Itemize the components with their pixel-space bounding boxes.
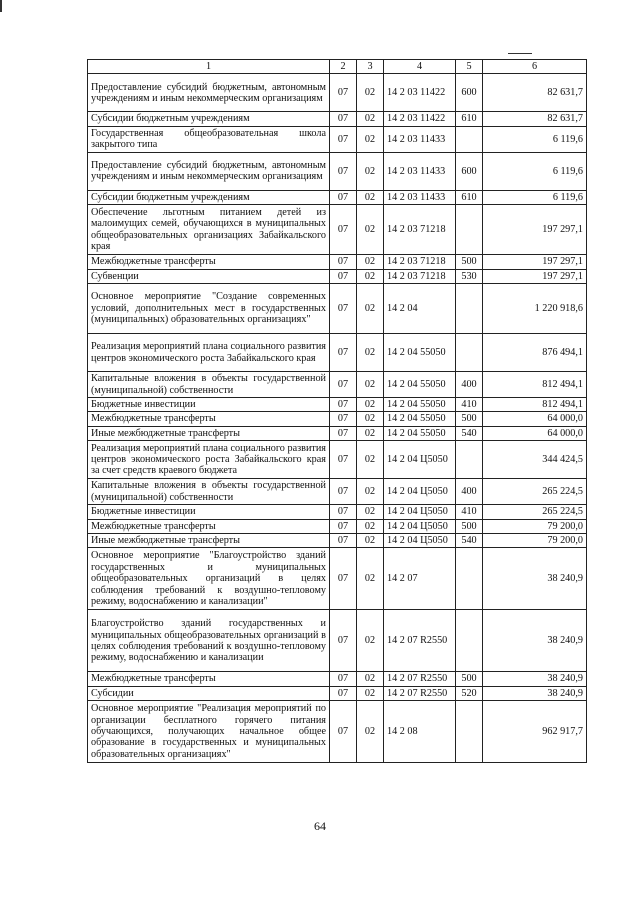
scan-artifact-top-left <box>0 0 2 12</box>
row-name: Межбюджетные трансферты <box>88 412 330 426</box>
row-target-code: 14 2 03 71218 <box>384 269 456 283</box>
header-col-6: 6 <box>483 60 587 74</box>
row-section: 07 <box>330 479 357 505</box>
row-amount: 812 494,1 <box>483 398 587 412</box>
row-target-code: 14 2 04 <box>384 284 456 334</box>
row-section: 07 <box>330 534 357 548</box>
row-amount: 6 119,6 <box>483 126 587 152</box>
row-target-code: 14 2 03 11433 <box>384 190 456 204</box>
row-amount: 38 240,9 <box>483 672 587 686</box>
header-col-4: 4 <box>384 60 456 74</box>
row-subsection: 02 <box>357 190 384 204</box>
row-expense-type <box>456 610 483 672</box>
table-row <box>88 672 587 686</box>
row-name: Бюджетные инвестиции <box>88 398 330 412</box>
table-row <box>88 269 587 283</box>
row-expense-type: 540 <box>456 534 483 548</box>
row-section: 07 <box>330 519 357 533</box>
row-expense-type <box>456 205 483 255</box>
table-row <box>88 441 587 479</box>
row-expense-type: 410 <box>456 505 483 519</box>
row-name: Субсидии <box>88 686 330 700</box>
row-section: 07 <box>330 205 357 255</box>
row-section: 07 <box>330 426 357 440</box>
table-row <box>88 534 587 548</box>
row-section: 07 <box>330 441 357 479</box>
table-row <box>88 505 587 519</box>
row-amount: 64 000,0 <box>483 412 587 426</box>
table-row <box>88 701 587 763</box>
row-section: 07 <box>330 190 357 204</box>
row-expense-type <box>456 548 483 610</box>
row-section: 07 <box>330 74 357 112</box>
row-name: Межбюджетные трансферты <box>88 672 330 686</box>
row-section: 07 <box>330 701 357 763</box>
table-row <box>88 74 587 112</box>
row-subsection: 02 <box>357 519 384 533</box>
row-target-code: 14 2 04 Ц5050 <box>384 441 456 479</box>
row-section: 07 <box>330 686 357 700</box>
row-amount: 197 297,1 <box>483 205 587 255</box>
row-name: Межбюджетные трансферты <box>88 519 330 533</box>
row-target-code: 14 2 07 R2550 <box>384 610 456 672</box>
budget-table-body <box>88 60 587 763</box>
row-subsection: 02 <box>357 334 384 372</box>
row-target-code: 14 2 04 Ц5050 <box>384 505 456 519</box>
row-section: 07 <box>330 505 357 519</box>
row-expense-type <box>456 334 483 372</box>
budget-table <box>87 59 587 763</box>
scan-artifact-top-right <box>508 53 532 54</box>
row-subsection: 02 <box>357 255 384 269</box>
row-name: Предоставление субсидий бюджетным, автономным учреждениям и иным некоммерческим организациям <box>88 74 330 112</box>
row-expense-type <box>456 701 483 763</box>
row-name: Субвенции <box>88 269 330 283</box>
row-subsection: 02 <box>357 205 384 255</box>
row-subsection: 02 <box>357 372 384 398</box>
row-subsection: 02 <box>357 412 384 426</box>
row-subsection: 02 <box>357 686 384 700</box>
row-section: 07 <box>330 412 357 426</box>
row-subsection: 02 <box>357 426 384 440</box>
row-section: 07 <box>330 152 357 190</box>
row-name: Иные межбюджетные трансферты <box>88 534 330 548</box>
row-target-code: 14 2 03 11433 <box>384 126 456 152</box>
row-expense-type <box>456 441 483 479</box>
row-amount: 79 200,0 <box>483 534 587 548</box>
table-row <box>88 412 587 426</box>
row-target-code: 14 2 03 71218 <box>384 255 456 269</box>
row-subsection: 02 <box>357 74 384 112</box>
table-row <box>88 126 587 152</box>
row-amount: 876 494,1 <box>483 334 587 372</box>
row-amount: 6 119,6 <box>483 190 587 204</box>
row-expense-type: 610 <box>456 112 483 126</box>
row-amount: 82 631,7 <box>483 74 587 112</box>
row-name: Субсидии бюджетным учреждениям <box>88 190 330 204</box>
row-expense-type: 500 <box>456 519 483 533</box>
header-col-5: 5 <box>456 60 483 74</box>
row-subsection: 02 <box>357 672 384 686</box>
row-expense-type <box>456 126 483 152</box>
row-expense-type: 500 <box>456 672 483 686</box>
row-section: 07 <box>330 672 357 686</box>
table-row <box>88 205 587 255</box>
row-subsection: 02 <box>357 534 384 548</box>
row-expense-type: 610 <box>456 190 483 204</box>
table-row <box>88 479 587 505</box>
header-col-1: 1 <box>88 60 330 74</box>
table-row <box>88 610 587 672</box>
row-expense-type: 600 <box>456 74 483 112</box>
row-subsection: 02 <box>357 505 384 519</box>
row-subsection: 02 <box>357 479 384 505</box>
row-target-code: 14 2 04 Ц5050 <box>384 519 456 533</box>
row-subsection: 02 <box>357 548 384 610</box>
row-subsection: 02 <box>357 284 384 334</box>
row-target-code: 14 2 07 R2550 <box>384 686 456 700</box>
table-header-row <box>88 60 587 74</box>
row-section: 07 <box>330 398 357 412</box>
row-expense-type: 540 <box>456 426 483 440</box>
row-name: Благоустройство зданий государственных и муниципальных общеобразовательных организаций в целях соблюдения требований к воздушно-тепловому режиму, водоснабжению и канализации <box>88 610 330 672</box>
row-target-code: 14 2 03 11422 <box>384 112 456 126</box>
row-amount: 82 631,7 <box>483 112 587 126</box>
row-amount: 6 119,6 <box>483 152 587 190</box>
row-amount: 38 240,9 <box>483 686 587 700</box>
row-amount: 1 220 918,6 <box>483 284 587 334</box>
table-row <box>88 112 587 126</box>
table-row <box>88 548 587 610</box>
row-subsection: 02 <box>357 269 384 283</box>
row-expense-type: 500 <box>456 255 483 269</box>
row-amount: 79 200,0 <box>483 519 587 533</box>
table-row <box>88 519 587 533</box>
row-target-code: 14 2 03 11433 <box>384 152 456 190</box>
row-name: Капитальные вложения в объекты государственной (муниципальной) собственности <box>88 372 330 398</box>
row-amount: 197 297,1 <box>483 255 587 269</box>
row-name: Бюджетные инвестиции <box>88 505 330 519</box>
row-subsection: 02 <box>357 112 384 126</box>
row-target-code: 14 2 04 55050 <box>384 372 456 398</box>
table-row <box>88 426 587 440</box>
table-row <box>88 255 587 269</box>
row-section: 07 <box>330 126 357 152</box>
row-subsection: 02 <box>357 701 384 763</box>
row-name: Основное мероприятие "Реализация мероприятий по организации бесплатного горячего питания обучающихся, получающих начальное общее образование в государственных и муниципальных образовательных организациях" <box>88 701 330 763</box>
row-target-code: 14 2 04 Ц5050 <box>384 534 456 548</box>
row-name: Межбюджетные трансферты <box>88 255 330 269</box>
row-target-code: 14 2 04 55050 <box>384 412 456 426</box>
row-section: 07 <box>330 284 357 334</box>
table-row <box>88 152 587 190</box>
row-target-code: 14 2 07 R2550 <box>384 672 456 686</box>
row-target-code: 14 2 07 <box>384 548 456 610</box>
row-amount: 197 297,1 <box>483 269 587 283</box>
row-expense-type: 500 <box>456 412 483 426</box>
table-row <box>88 284 587 334</box>
row-name: Основное мероприятие "Создание современных условий, дополнительных мест в государственных (муниципальных) образовательных организациях" <box>88 284 330 334</box>
row-name: Реализация мероприятий плана социального развития центров экономического роста Забайкальского края <box>88 334 330 372</box>
row-name: Реализация мероприятий плана социального развития центров экономического роста Забайкальского края за счет средств краевого бюджета <box>88 441 330 479</box>
row-amount: 344 424,5 <box>483 441 587 479</box>
row-amount: 64 000,0 <box>483 426 587 440</box>
row-amount: 265 224,5 <box>483 505 587 519</box>
row-subsection: 02 <box>357 610 384 672</box>
row-subsection: 02 <box>357 126 384 152</box>
row-name: Субсидии бюджетным учреждениям <box>88 112 330 126</box>
row-target-code: 14 2 03 71218 <box>384 205 456 255</box>
row-name: Предоставление субсидий бюджетным, автономным учреждениям и иным некоммерческим организациям <box>88 152 330 190</box>
row-section: 07 <box>330 548 357 610</box>
row-expense-type: 400 <box>456 372 483 398</box>
row-target-code: 14 2 04 55050 <box>384 334 456 372</box>
row-target-code: 14 2 03 11422 <box>384 74 456 112</box>
row-subsection: 02 <box>357 152 384 190</box>
row-expense-type: 410 <box>456 398 483 412</box>
table-row <box>88 372 587 398</box>
row-name: Государственная общеобразовательная школа закрытого типа <box>88 126 330 152</box>
row-section: 07 <box>330 269 357 283</box>
row-expense-type <box>456 284 483 334</box>
header-col-2: 2 <box>330 60 357 74</box>
row-amount: 38 240,9 <box>483 610 587 672</box>
row-section: 07 <box>330 112 357 126</box>
table-row <box>88 334 587 372</box>
row-name: Основное мероприятие "Благоустройство зданий государственных и муниципальных общеобразовательных организаций в целях соблюдения требований к воздушно-тепловому режиму, водоснабжению и канализации" <box>88 548 330 610</box>
row-amount: 962 917,7 <box>483 701 587 763</box>
row-subsection: 02 <box>357 398 384 412</box>
row-section: 07 <box>330 610 357 672</box>
row-section: 07 <box>330 372 357 398</box>
table-row <box>88 398 587 412</box>
table-row <box>88 686 587 700</box>
row-amount: 265 224,5 <box>483 479 587 505</box>
row-name: Капитальные вложения в объекты государственной (муниципальной) собственности <box>88 479 330 505</box>
row-target-code: 14 2 04 55050 <box>384 426 456 440</box>
row-name: Иные межбюджетные трансферты <box>88 426 330 440</box>
row-expense-type: 530 <box>456 269 483 283</box>
row-expense-type: 600 <box>456 152 483 190</box>
row-amount: 812 494,1 <box>483 372 587 398</box>
row-amount: 38 240,9 <box>483 548 587 610</box>
header-col-3: 3 <box>357 60 384 74</box>
row-subsection: 02 <box>357 441 384 479</box>
table-row <box>88 190 587 204</box>
row-expense-type: 400 <box>456 479 483 505</box>
page-number: 64 <box>314 819 326 833</box>
row-expense-type: 520 <box>456 686 483 700</box>
row-section: 07 <box>330 334 357 372</box>
row-section: 07 <box>330 255 357 269</box>
row-target-code: 14 2 04 Ц5050 <box>384 479 456 505</box>
row-target-code: 14 2 04 55050 <box>384 398 456 412</box>
row-name: Обеспечение льготным питанием детей из малоимущих семей, обучающихся в муниципальных общеобразовательных организациях Забайкальского края <box>88 205 330 255</box>
row-target-code: 14 2 08 <box>384 701 456 763</box>
